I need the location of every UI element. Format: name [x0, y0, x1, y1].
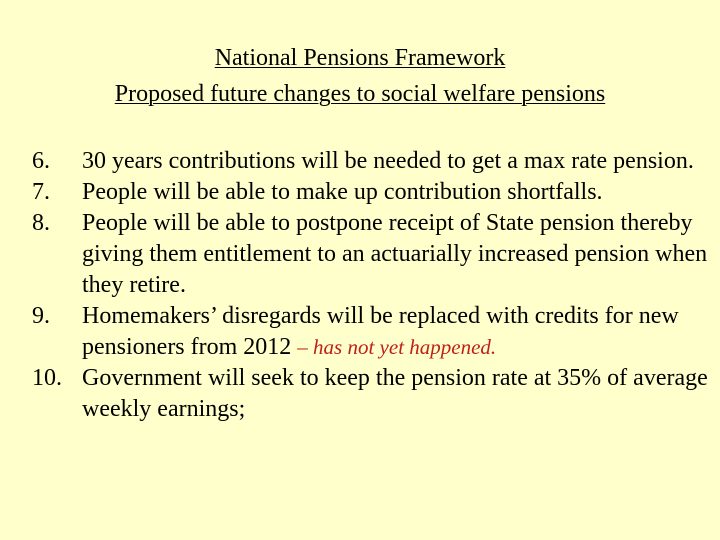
slide-title — [0, 40, 720, 112]
title-line-2: Proposed future changes to social welfare pensions — [114, 81, 606, 107]
list-item-7 — [32, 177, 712, 208]
item-text: People will be able to make up contribution shortfalls. — [82, 179, 603, 205]
item-number: 10. — [32, 365, 62, 391]
list-item-8 — [32, 208, 712, 301]
item-number: 7. — [32, 179, 50, 205]
item-text: Homemakers’ disregards will be replaced with credits for new pensioners from 2012 — [82, 303, 679, 360]
bullet-list — [32, 146, 712, 425]
list-item-9 — [32, 301, 712, 363]
item-number: 6. — [32, 148, 50, 174]
list-item-10 — [32, 363, 712, 425]
item-text: Government will seek to keep the pension rate at 35% of average weekly earnings; — [82, 365, 708, 422]
list-item-6 — [32, 146, 712, 177]
status-note: – has not yet happened. — [297, 335, 497, 359]
item-number: 9. — [32, 303, 50, 329]
item-text: People will be able to postpone receipt of State pension thereby giving them entitlement to an actuarially increased pension when they retire. — [82, 210, 708, 298]
item-text: 30 years contributions will be needed to get a max rate pension. — [82, 148, 694, 174]
item-number: 8. — [32, 210, 50, 236]
title-line-1: National Pensions Framework — [214, 45, 506, 71]
